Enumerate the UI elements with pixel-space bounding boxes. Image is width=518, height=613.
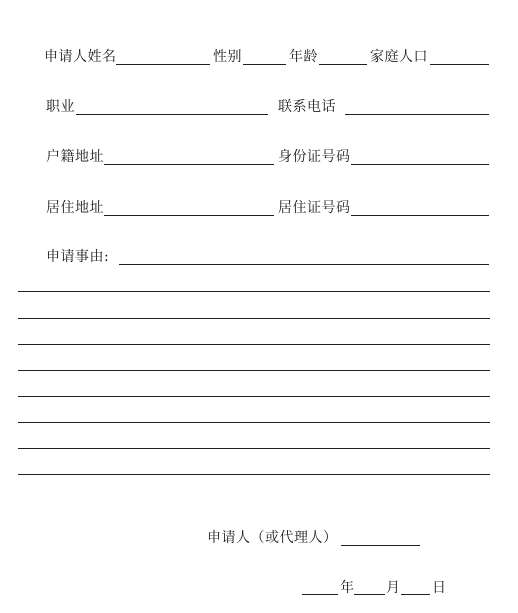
day-label: 日: [432, 580, 447, 596]
occupation-field[interactable]: [76, 114, 268, 115]
id-number-label: 身份证号码: [278, 149, 351, 165]
gender-label: 性别: [213, 49, 242, 65]
reason-first-line[interactable]: [119, 264, 489, 265]
phone-label: 联系电话: [278, 99, 336, 115]
age-label: 年龄: [289, 49, 318, 65]
month-field[interactable]: [354, 594, 385, 595]
residence-address-field[interactable]: [104, 215, 274, 216]
year-field[interactable]: [302, 594, 338, 595]
month-label: 月: [386, 580, 401, 596]
reason-line[interactable]: [18, 370, 490, 371]
residence-permit-field[interactable]: [351, 215, 489, 216]
reason-line[interactable]: [18, 448, 490, 449]
residence-address-label: 居住地址: [46, 200, 104, 216]
applicant-name-field[interactable]: [116, 64, 210, 65]
reason-line[interactable]: [18, 291, 490, 292]
reason-line[interactable]: [18, 344, 490, 345]
reason-line[interactable]: [18, 422, 490, 423]
reason-line[interactable]: [18, 396, 490, 397]
signature-label: 申请人（或代理人）: [207, 530, 338, 546]
signature-field[interactable]: [341, 545, 420, 546]
reason-line[interactable]: [18, 318, 490, 319]
phone-field[interactable]: [345, 114, 489, 115]
applicant-name-label: 申请人姓名: [44, 49, 117, 65]
gender-field[interactable]: [243, 64, 286, 65]
age-field[interactable]: [319, 64, 367, 65]
day-field[interactable]: [401, 594, 430, 595]
hukou-address-label: 户籍地址: [46, 149, 104, 165]
occupation-label: 职业: [46, 99, 75, 115]
residence-permit-label: 居住证号码: [278, 200, 351, 216]
hukou-address-field[interactable]: [104, 164, 274, 165]
reason-label: 申请事由:: [46, 249, 110, 265]
household-size-field[interactable]: [430, 64, 489, 65]
id-number-field[interactable]: [351, 164, 489, 165]
household-size-label: 家庭人口: [370, 49, 428, 65]
year-label: 年: [340, 580, 355, 596]
reason-line[interactable]: [18, 474, 490, 475]
